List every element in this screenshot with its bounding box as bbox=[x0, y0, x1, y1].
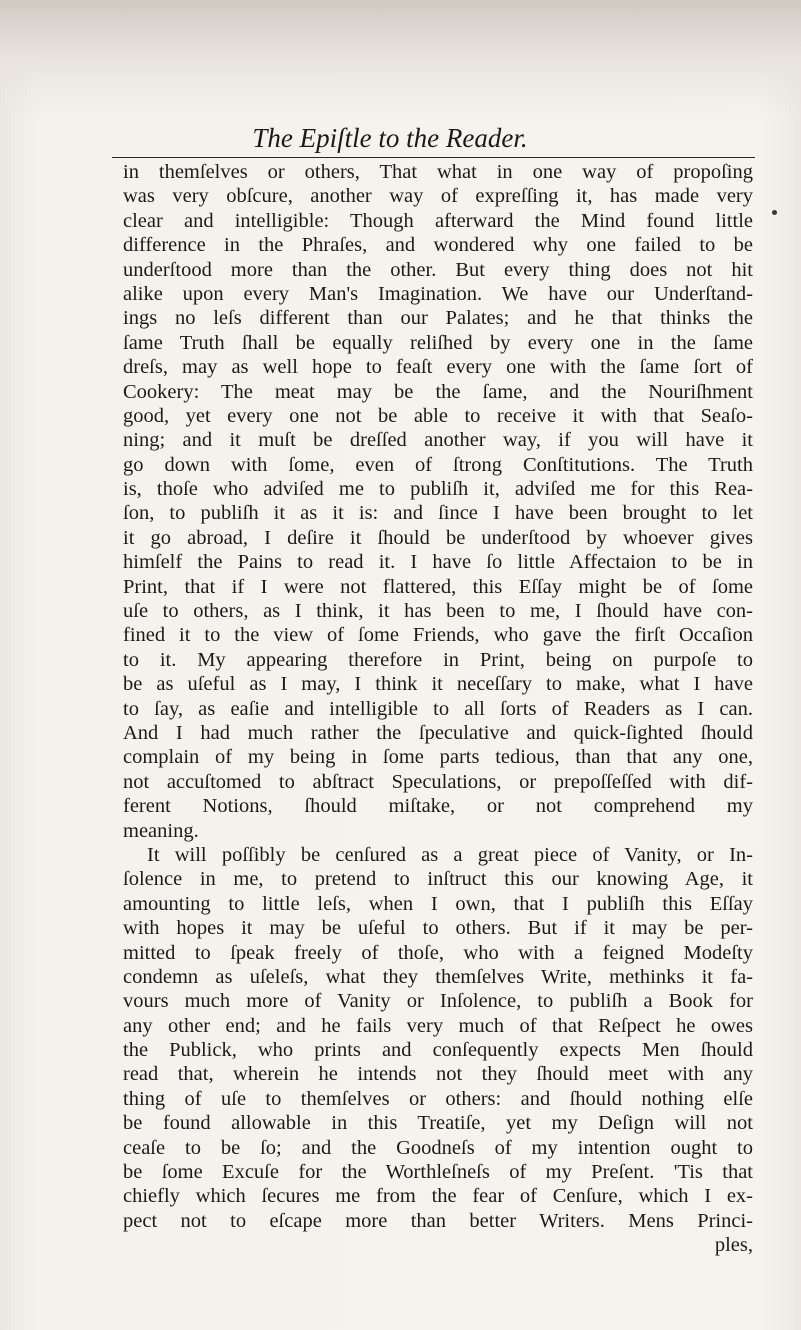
text-line: pect not to eſcape more than better Writers. Mens Princi- bbox=[123, 1209, 753, 1232]
text-line: mitted to ſpeak freely of thoſe, who with a feigned Modeſty bbox=[123, 941, 753, 964]
text-line: any other end; and he fails very much of that Reſpect he owes bbox=[123, 1014, 753, 1037]
text-line: amounting to little leſs, when I own, that I publiſh this Eſſay bbox=[123, 892, 753, 915]
text-line: to ſay, as eaſie and intelligible to all ſorts of Readers as I can. bbox=[123, 697, 753, 720]
text-line: not accuſtomed to abſtract Speculations, or prepoſſeſſed with dif- bbox=[123, 770, 753, 793]
text-line: ning; and it muſt be dreſſed another way, if you will have it bbox=[123, 429, 753, 452]
text-line: in themſelves or others, That what in one way of propoſing bbox=[123, 161, 753, 183]
text-line: ſon, to publiſh it as it is: and ſince I have been brought to let bbox=[123, 502, 753, 525]
body-text bbox=[123, 160, 753, 1258]
text-line: underſtood more than the other. But every thing does not hit bbox=[123, 258, 753, 281]
text-line-paragraph-end: meaning. bbox=[123, 819, 199, 842]
text-line: uſe to others, as I think, it has been to me, I ſhould have con- bbox=[123, 600, 753, 623]
margin-speck bbox=[772, 210, 777, 215]
text-line: chiefly which ſecures me from the fear of Cenſure, which I ex- bbox=[123, 1185, 753, 1208]
catchword: ples, bbox=[714, 1234, 753, 1257]
text-line: himſelf the Pains to read it. I have ſo little Affectaion to be in bbox=[123, 551, 753, 574]
text-line: was very obſcure, another way of expreſſing it, has made very bbox=[123, 185, 753, 208]
text-line: the Publick, who prints and conſequently expects Men ſhould bbox=[123, 1039, 753, 1062]
text-line: difference in the Phraſes, and wondered why one failed to be bbox=[123, 234, 753, 257]
text-line: it go abroad, I deſire it ſhould be underſtood by whoever gives bbox=[123, 526, 753, 549]
text-line: complain of my being in ſome parts tedious, than that any one, bbox=[123, 746, 753, 769]
page-top-shadow bbox=[0, 0, 801, 118]
running-head: The Epiſtle to the Reader. bbox=[252, 123, 528, 153]
text-line: ceaſe to be ſo; and the Goodneſs of my intention ought to bbox=[123, 1136, 753, 1159]
text-line: And I had much rather the ſpeculative and quick-ſighted ſhould bbox=[123, 721, 753, 744]
text-line: is, thoſe who adviſed me to publiſh it, adviſed me for this Rea- bbox=[123, 478, 753, 501]
header-rule bbox=[112, 157, 755, 158]
text-line: alike upon every Man's Imagination. We have our Underſtand- bbox=[123, 282, 753, 305]
text-line: be ſome Excuſe for the Worthleſneſs of my Preſent. 'Tis that bbox=[123, 1161, 753, 1184]
text-line: good, yet every one not be able to receive it with that Seaſo- bbox=[123, 404, 753, 427]
text-line: read that, wherein he intends not they ſhould meet with any bbox=[123, 1063, 753, 1086]
text-line: go down with ſome, even of ſtrong Conſtitutions. The Truth bbox=[123, 453, 753, 476]
text-line: dreſs, may as well hope to feaſt every one with the ſame ſort of bbox=[123, 356, 753, 379]
text-line: thing of uſe to themſelves or others: and ſhould nothing elſe bbox=[123, 1087, 753, 1110]
text-line: be found allowable in this Treatiſe, yet my Deſign will not bbox=[123, 1112, 753, 1135]
text-line: Print, that if I were not flattered, this Eſſay might be of ſome bbox=[123, 575, 753, 598]
text-line: ings no leſs different than our Palates; and he that thinks the bbox=[123, 307, 753, 330]
text-line: to it. My appearing therefore in Print, being on purpoſe to bbox=[123, 648, 753, 671]
text-line-paragraph-start: It will poſſibly be cenſured as a great piece of Vanity, or In- bbox=[147, 843, 753, 866]
text-line: clear and intelligible: Though afterward the Mind found little bbox=[123, 209, 753, 232]
text-line: ſolence in me, to pretend to inſtruct this our knowing Age, it bbox=[123, 868, 753, 891]
text-line: with hopes it may be uſeful to others. But if it may be per- bbox=[123, 917, 753, 940]
text-line: fined it to the view of ſome Friends, who gave the firſt Occaſion bbox=[123, 624, 753, 647]
text-line: condemn as uſeleſs, what they themſelves Write, methinks it fa- bbox=[123, 965, 753, 988]
text-line: vours much more of Vanity or Inſolence, to publiſh a Book for bbox=[123, 990, 753, 1013]
text-line: ferent Notions, ſhould miſtake, or not comprehend my bbox=[123, 795, 753, 818]
text-line: be as uſeful as I may, I think it neceſſary to make, what I have bbox=[123, 673, 753, 696]
text-line: Cookery: The meat may be the ſame, and the Nouriſhment bbox=[123, 380, 753, 403]
text-line: ſame Truth ſhall be equally reliſhed by every one in the ſame bbox=[123, 331, 753, 354]
